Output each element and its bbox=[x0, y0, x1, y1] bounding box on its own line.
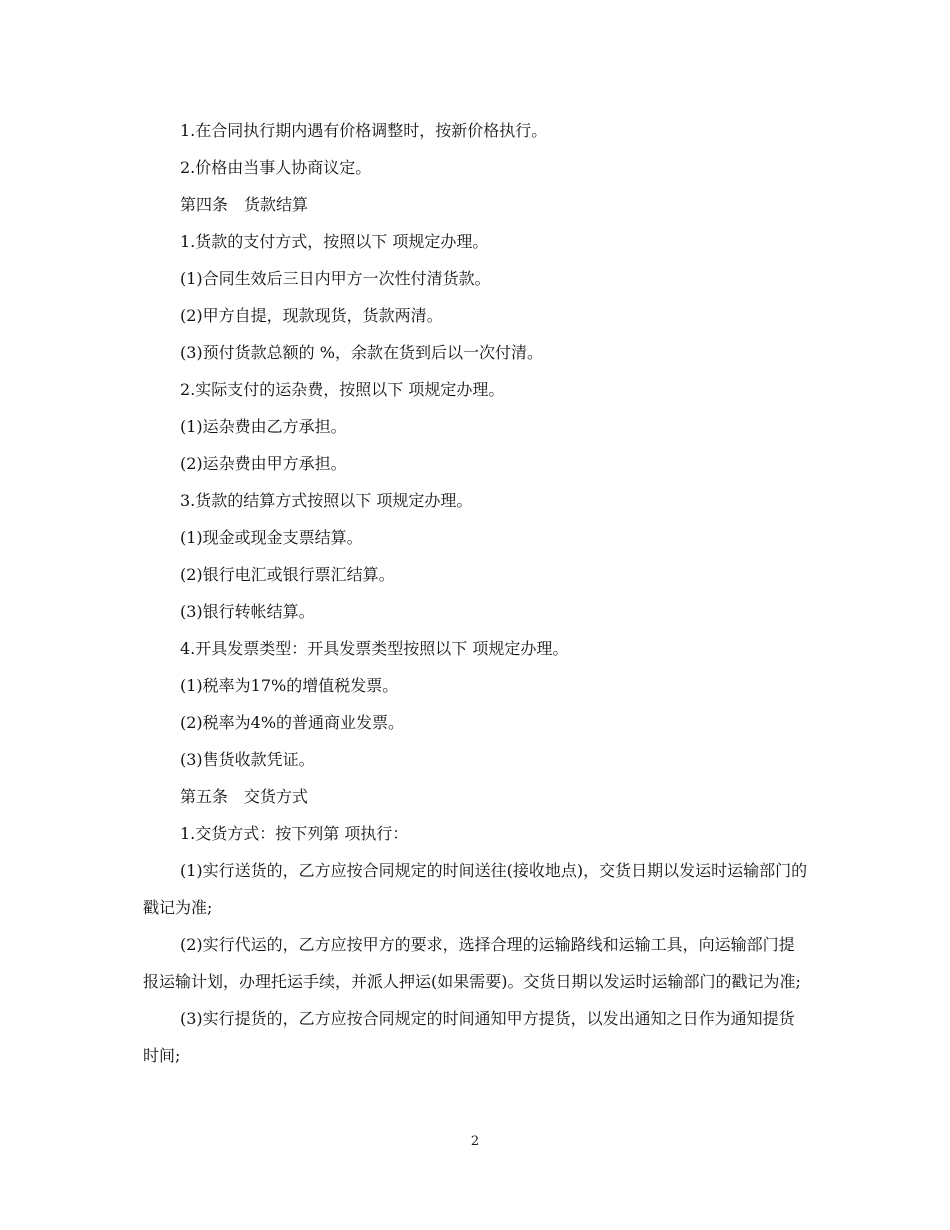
list-item-payment-3: (3)预付货款总额的 %，余款在货到后以一次付清。 bbox=[180, 343, 543, 362]
list-item-payment-2: (2)甲方自提，现款现货，货款两清。 bbox=[180, 306, 443, 325]
list-item-invoice-3: (3)售货收款凭证。 bbox=[180, 750, 315, 769]
paragraph-freight-cost: 2.实际支付的运杂费，按照以下 项规定办理。 bbox=[180, 380, 505, 399]
page-number: 2 bbox=[470, 1134, 480, 1149]
section-heading-article-5: 第五条 交货方式 bbox=[180, 787, 309, 806]
list-item-freight-1: (1)运杂费由乙方承担。 bbox=[180, 417, 347, 436]
list-item-freight-2: (2)运杂费由甲方承担。 bbox=[180, 454, 347, 473]
document-body bbox=[143, 112, 808, 1074]
paragraph-settlement-method: 3.货款的结算方式按照以下 项规定办理。 bbox=[180, 491, 473, 510]
list-item-invoice-1: (1)税率为17%的增值税发票。 bbox=[180, 676, 399, 695]
list-item-settlement-2: (2)银行电汇或银行票汇结算。 bbox=[180, 565, 395, 584]
paragraph-invoice-type: 4.开具发票类型：开具发票类型按照以下 项规定办理。 bbox=[180, 639, 569, 658]
paragraph-price-adjustment: 1.在合同执行期内遇有价格调整时，按新价格执行。 bbox=[180, 121, 548, 140]
list-item-delivery-2: (2)实行代运的，乙方应按甲方的要求，选择合理的运输路线和运输工具，向运输部门提报运输计划，办理托运手续，并派人押运(如果需要)。交货日期以发运时运输部门的戳记为准; bbox=[143, 935, 801, 991]
list-item-delivery-1: (1)实行送货的，乙方应按合同规定的时间送往(接收地点)，交货日期以发运时运输部门的戳记为准; bbox=[143, 861, 808, 917]
list-item-invoice-2: (2)税率为4%的普通商业发票。 bbox=[180, 713, 405, 732]
paragraph-price-negotiation: 2.价格由当事人协商议定。 bbox=[180, 158, 372, 177]
paragraph-delivery-method: 1.交货方式：按下列第 项执行： bbox=[180, 824, 409, 843]
paragraph-payment-method: 1.货款的支付方式，按照以下 项规定办理。 bbox=[180, 232, 489, 251]
section-heading-article-4: 第四条 货款结算 bbox=[180, 195, 309, 214]
list-item-settlement-3: (3)银行转帐结算。 bbox=[180, 602, 315, 621]
list-item-payment-1: (1)合同生效后三日内甲方一次性付清货款。 bbox=[180, 269, 491, 288]
list-item-delivery-3: (3)实行提货的，乙方应按合同规定的时间通知甲方提货，以发出通知之日作为通知提货时间; bbox=[143, 1009, 795, 1065]
list-item-settlement-1: (1)现金或现金支票结算。 bbox=[180, 528, 363, 547]
